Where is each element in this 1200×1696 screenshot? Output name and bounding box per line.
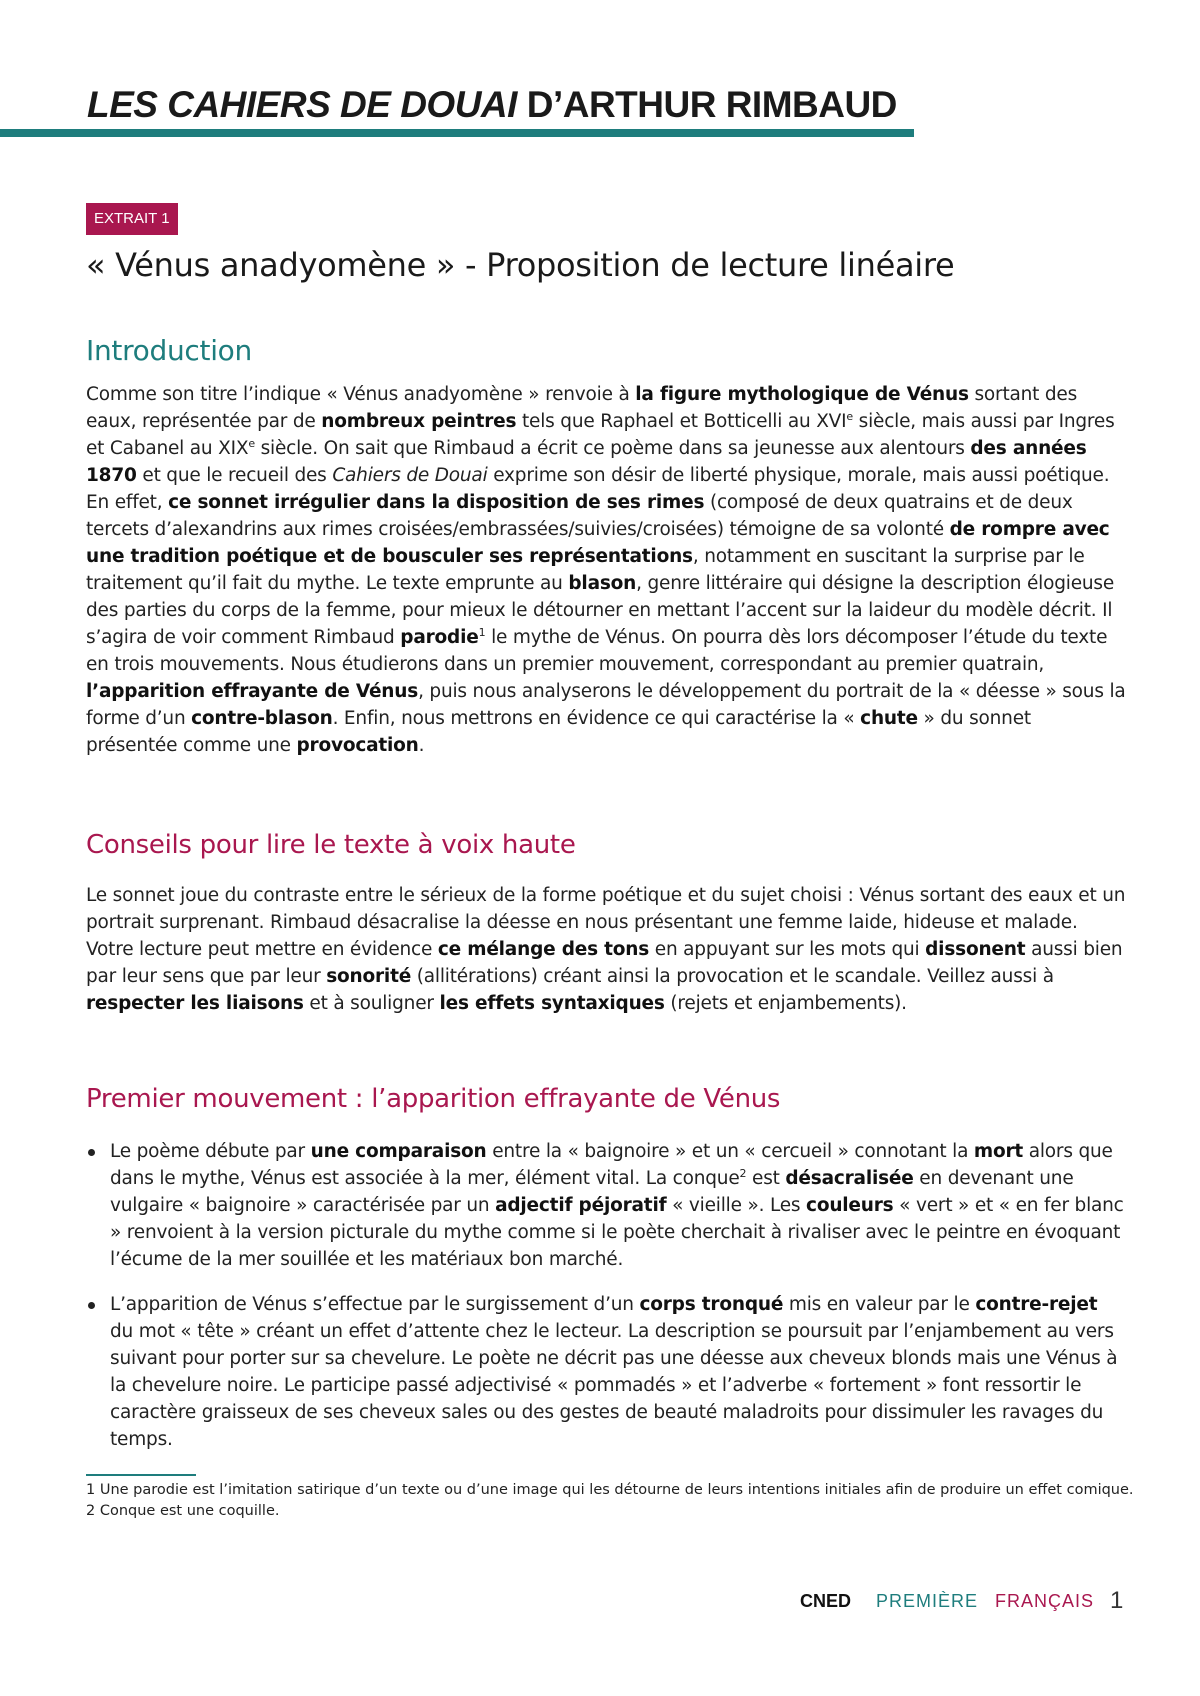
- extract-title: « Vénus anadyomène » - Proposition de lecture linéaire: [86, 246, 955, 284]
- footnotes: [86, 1480, 1136, 1522]
- emphasis-text: couleurs: [806, 1195, 894, 1216]
- section-conseils: [86, 830, 1126, 1017]
- footer-level: PREMIÈRE: [876, 1591, 979, 1611]
- section-premier-mouvement: [86, 1084, 1126, 1453]
- emphasis-text: adjectif péjoratif: [495, 1195, 667, 1216]
- emphasis-text: ce sonnet irrégulier dans la disposition de ses rimes: [168, 492, 705, 513]
- emphasis-text: respecter les liaisons: [86, 993, 304, 1014]
- emphasis-text: contre-blason: [191, 708, 333, 729]
- footnote-ref: e: [846, 409, 853, 423]
- introduction-heading: Introduction: [86, 334, 252, 367]
- footnote-ref: 2: [739, 1166, 747, 1180]
- emphasis-text: sonorité: [326, 966, 412, 987]
- footnote-separator: [86, 1474, 196, 1476]
- footnote-ref: 1: [478, 625, 486, 639]
- introduction-paragraph: Comme son titre l’indique « Vénus anadyomène » renvoie à la figure mythologique de Vénus sortant des eaux, représentée par de nombreux peintres tels que Raphael et Botticelli au XVIe siècle, mais aussi par Ingres et Cabanel au XIXe siècle. On sait que Rimbaud a écrit ce poème dans sa jeunesse aux alentours des années 1870 et que le recueil des Cahiers de Douai exprime son désir de liberté physique, morale, mais aussi poétique. En effet, ce sonnet irrégulier dans la disposition de ses rimes (composé de deux quatrains et de deux tercets d’alexandrins aux rimes croisées/embrassées/suivies/croisées) témoigne de sa volonté de rompre avec une tradition poétique et de bousculer ses représentations, notamment en suscitant la surprise par le traitement qu’il fait du mythe. Le texte emprunte au blason, genre littéraire qui désigne la description élogieuse des parties du corps de la femme, pour mieux le détourner en mettant l’accent sur la laideur du modèle décrit. Il s’agira de voir comment Rimbaud parodie$^1$ le mythe de Vénus. On pourra dès lors décomposer l’étude du texte en trois mouvements. Nous étudierons dans un premier mouvement, correspondant au premier quatrain, l’apparition effrayante de Vénus, puis nous analyserons le développement du portrait de la « déesse » sous la forme d’un contre-blason. Enfin, nous mettrons en évidence ce qui caractérise la « chute » du sonnet présentée comme une provocation.: [86, 384, 1126, 756]
- title-underline: [0, 129, 914, 137]
- emphasis-text: parodie: [400, 627, 479, 648]
- document-header: [87, 80, 1127, 130]
- title-author: D’ARTHUR RIMBAUD: [516, 84, 897, 125]
- extract-tag: EXTRAIT 1: [86, 203, 178, 235]
- footnote-2: 2 Conque est une coquille.: [86, 1503, 280, 1519]
- emphasis-text: de rompre avec une tradition poétique et de bousculer ses représentations: [86, 519, 1110, 567]
- emphasis-text: des années 1870: [86, 438, 1087, 486]
- footnote-ref: e: [248, 436, 255, 450]
- emphasis-text: mort: [973, 1141, 1024, 1162]
- list-item: [86, 1138, 1126, 1273]
- emphasis-text: contre-rejet: [975, 1294, 1098, 1315]
- emphasis-text: la figure mythologique de Vénus: [635, 384, 969, 405]
- page-number: 1: [1110, 1587, 1124, 1614]
- emphasis-text: dissonent: [925, 939, 1026, 960]
- emphasis-text: désacralisée: [785, 1168, 914, 1189]
- list-item-text: Le poème débute par une comparaison entre la « baignoire » et un « cercueil » connotant la mort alors que dans le mythe, Vénus est associée à la mer, élément vital. La conque$^2$ est désacralisée en devenant une vulgaire « baignoire » caractérisée par un adjectif péjoratif « vieille ». Les couleurs « vert » et « en fer blanc » renvoient à la version picturale du mythe comme si le poète cherchait à rivaliser avec le peintre en évoquant l’écume de la mer souillée et les matériaux bon marché.: [110, 1141, 1124, 1270]
- title-work: LES CAHIERS DE DOUAI: [87, 84, 517, 125]
- list-item: [86, 1291, 1126, 1453]
- list-item-text: L’apparition de Vénus s’effectue par le surgissement d’un corps tronqué mis en valeur par le contre-rejet du mot « tête » créant un effet d’attente chez le lecteur. La description se poursuit par l’enjambement au vers suivant pour porter sur sa chevelure. Le poète ne décrit pas une déesse aux cheveux blonds mais une Vénus à la chevelure noire. Le participe passé adjectivisé « pommadés » et l’adverbe « fortement » font ressortir le caractère graisseux de ses cheveux sales ou des gestes de beauté maladroits pour dissimuler les ravages du temps.: [110, 1294, 1118, 1450]
- document-title: [87, 80, 1127, 130]
- emphasis-text: blason: [568, 573, 637, 594]
- bullet-icon: [88, 1302, 95, 1309]
- emphasis-text: corps tronqué: [639, 1294, 784, 1315]
- emphasis-text: les effets syntaxiques: [439, 993, 665, 1014]
- conseils-paragraph: Le sonnet joue du contraste entre le sérieux de la forme poétique et du sujet choisi : Vénus sortant des eaux et un portrait surprenant. Rimbaud désacralise la déesse en nous présentant une femme laide, hideuse et malade. Votre lecture peut mettre en évidence ce mélange des tons en appuyant sur les mots qui dissonent aussi bien par leur sens que par leur sonorité (allitérations) créant ainsi la provocation et le scandale. Veillez aussi à respecter les liaisons et à souligner les effets syntaxiques (rejets et enjambements).: [86, 885, 1126, 1014]
- page-footer: [0, 1587, 1200, 1617]
- emphasis-text: l’apparition effrayante de Vénus: [86, 681, 419, 702]
- section-introduction: [86, 334, 1126, 759]
- footer-brand: CNED: [800, 1591, 852, 1611]
- emphasis-text: nombreux peintres: [321, 411, 517, 432]
- footer-subject: FRANÇAIS: [995, 1591, 1095, 1611]
- emphasis-text: provocation: [296, 735, 419, 756]
- conseils-heading: Conseils pour lire le texte à voix haute: [86, 830, 576, 860]
- emphasis-text: chute: [860, 708, 918, 729]
- emphasis-text: une comparaison: [310, 1141, 487, 1162]
- italic-text: Cahiers de Douai: [332, 465, 488, 486]
- emphasis-text: ce mélange des tons: [437, 939, 650, 960]
- premier-mouvement-list: [86, 1138, 1126, 1453]
- bullet-icon: [88, 1149, 95, 1156]
- footnote-1: 1 Une parodie est l’imitation satirique d’un texte ou d’une image qui les détourne de leurs intentions initiales afin de produire un effet comique.: [86, 1482, 1134, 1498]
- premier-mouvement-heading: Premier mouvement : l’apparition effrayante de Vénus: [86, 1084, 781, 1114]
